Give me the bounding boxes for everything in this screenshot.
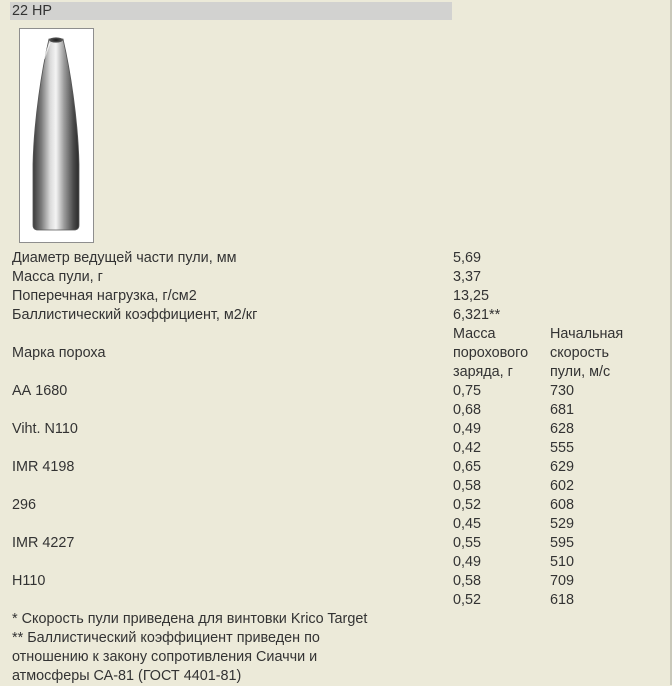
speed-value: 608 [550,497,575,513]
bullet-drawing [20,29,93,242]
charge-value: 0,68 [453,402,482,418]
header-speed-line2: скорость [550,345,609,361]
powder-name: H110 [12,573,46,589]
property-label-mass: Масса пули, г [12,269,103,285]
charge-value: 0,58 [453,478,482,494]
powder-name: 296 [12,497,37,513]
charge-value: 0,75 [453,383,482,399]
speed-value: 595 [550,535,575,551]
property-label-ballistic-coefficient: Баллистический коэффициент, м2/кг [12,307,258,323]
header-charge-line3: заряда, г [453,364,513,380]
footnote-bc-line3: атмосферы СА-81 (ГОСТ 4401-81) [12,668,242,684]
charge-value: 0,42 [453,440,482,456]
speed-value: 629 [550,459,575,475]
powder-name: IMR 4227 [12,535,75,551]
charge-value: 0,45 [453,516,482,532]
header-charge-line2: порохового [453,345,529,361]
speed-value: 602 [550,478,575,494]
charge-value: 0,52 [453,592,482,608]
header-charge-line1: Масса [453,326,496,342]
speed-value: 618 [550,592,575,608]
speed-value: 681 [550,402,575,418]
charge-value: 0,52 [453,497,482,513]
charge-value: 0,55 [453,535,482,551]
charge-value: 0,49 [453,554,482,570]
footnote-bc-line1: ** Баллистический коэффициент приведен по [12,630,320,646]
powder-name: АА 1680 [12,383,68,399]
property-label-sectional-density: Поперечная нагрузка, г/см2 [12,288,197,304]
charge-value: 0,49 [453,421,482,437]
property-value-mass: 3,37 [453,269,482,285]
charge-value: 0,65 [453,459,482,475]
speed-value: 709 [550,573,575,589]
property-value-ballistic-coefficient: 6,321** [453,307,501,323]
property-value-sectional-density: 13,25 [453,288,490,304]
bullet-title: 22 HP [10,2,452,20]
speed-value: 730 [550,383,575,399]
powder-name: IMR 4198 [12,459,75,475]
property-label-diameter: Диаметр ведущей части пули, мм [12,250,237,266]
powder-name: Viht. N110 [12,421,78,437]
bullet-image [19,28,94,243]
header-powder: Марка пороха [12,345,106,361]
property-value-diameter: 5,69 [453,250,482,266]
speed-value: 529 [550,516,575,532]
footnote-speed: * Скорость пули приведена для винтовки Krico Target [12,611,368,627]
footnote-bc-line2: отношению к закону сопротивления Сиаччи и [12,649,318,665]
speed-value: 555 [550,440,575,456]
charge-value: 0,58 [453,573,482,589]
header-speed-line1: Начальная [550,326,624,342]
header-speed-line3: пули, м/с [550,364,611,380]
speed-value: 510 [550,554,575,570]
speed-value: 628 [550,421,575,437]
